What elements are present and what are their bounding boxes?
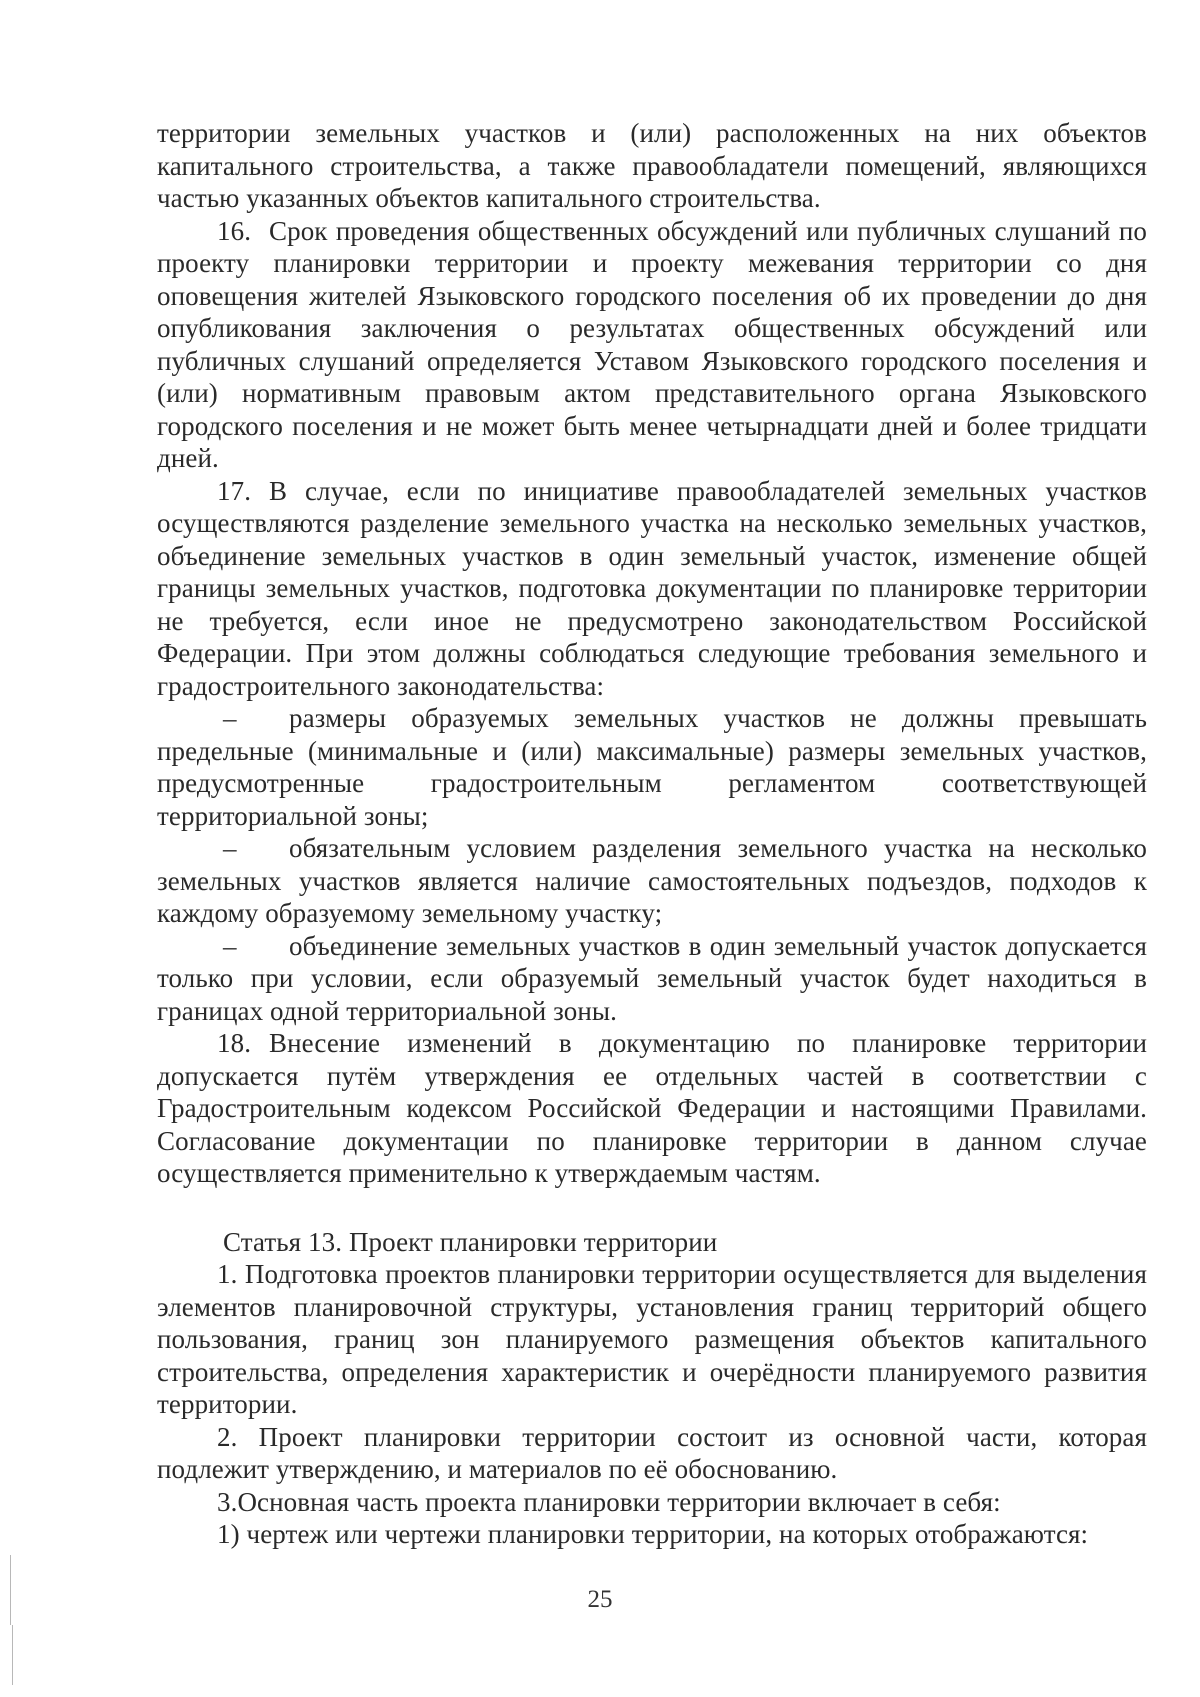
- article-paragraph-1: 1. Подготовка проектов планировки территории осуществляется для выделения элементов планировочной структуры, установления границ территорий общего пользования, границ зон планируемого размещения объектов капитального строительства, определения характеристик и очерёдности планируемого развития территории.: [157, 1259, 1147, 1419]
- dash-marker: –: [223, 930, 237, 961]
- paragraph-item-16: [157, 215, 1147, 475]
- list-item-text: объединение земельных участков в один земельный участок допускается только при условии, если образуемый земельный участок будет находиться в границах одной территориальной зоны.: [157, 930, 1147, 1026]
- list-item: [157, 930, 1147, 1028]
- list-item: [157, 702, 1147, 832]
- list-item: [157, 832, 1147, 930]
- article-paragraph-4: 1) чертеж или чертежи планировки территории, на которых отображаются:: [217, 1519, 1089, 1549]
- list-item-text: размеры образуемых земельных участков не должны превышать предельные (минимальные и (или) максимальные) размеры земельных участков, предусмотренные градостроительным регламентом соответствующей территориальной зоны;: [157, 703, 1147, 831]
- item-text: Срок проведения общественных обсуждений или публичных слушаний по проекту планировки территории и проекту межевания территории со дня оповещения жителей Языковского городского поселения об их проведении до дня опубликования заключения о результатах общественных обсуждений или публичных слушаний определяется Уставом Языковского городского поселения и (или) нормативным правовым актом представительного органа Языковского городского поселения и не может быть менее четырнадцати дней и более тридцати дней.: [157, 215, 1147, 473]
- item-number: 17.: [217, 475, 252, 506]
- paragraph-item-17: [157, 475, 1147, 703]
- item-text: Внесение изменений в документацию по планировке территории допускается путём утверждения ее отдельных частей в соответствии с Градостроительным кодексом Российской Федерации и настоящими Правилами. Согласование документации по планировке территории в данном случае осуществляется применительно к утверждаемым частям.: [157, 1028, 1147, 1188]
- scan-edge-mark: [12, 1625, 13, 1685]
- dash-marker: –: [223, 703, 237, 733]
- article-paragraph-2: 2. Проект планировки территории состоит из основной части, которая подлежит утверждению, и материалов по её обоснованию.: [157, 1421, 1147, 1484]
- item-number: 18.: [217, 1028, 252, 1058]
- page-number: 25: [587, 1586, 613, 1613]
- paragraph-continuation: территории земельных участков и (или) расположенных на них объектов капитального строительства, а также правообладатели помещений, являющихся частью указанных объектов капитального строительства.: [157, 118, 1147, 213]
- paragraph-item-18: [157, 1027, 1147, 1190]
- article-paragraph-3: 3.Основная часть проекта планировки территории включает в себя:: [217, 1486, 1001, 1517]
- scan-edge-mark: [10, 1555, 11, 1625]
- item-text: В случае, если по инициативе правообладателей земельных участков осуществляются разделение земельного участка на несколько земельных участков, объединение земельных участков в один земельный участок, изменение общей границы земельных участков, подготовка документации по планировке территории не требуется, если иное не предусмотрено законодательством Российской Федерации. При этом должны соблюдаться следующие требования земельного и градостроительного законодательства:: [157, 475, 1147, 701]
- list-item-text: обязательным условием разделения земельного участка на несколько земельных участков является наличие самостоятельных подъездов, подходов к каждому образуемому земельному участку;: [157, 833, 1147, 928]
- paragraph-gap: [157, 1190, 1147, 1226]
- document-body: [157, 117, 1147, 1551]
- article-heading: Статья 13. Проект планировки территории: [223, 1226, 718, 1257]
- dash-marker: –: [223, 833, 237, 863]
- item-number: 16.: [217, 215, 252, 246]
